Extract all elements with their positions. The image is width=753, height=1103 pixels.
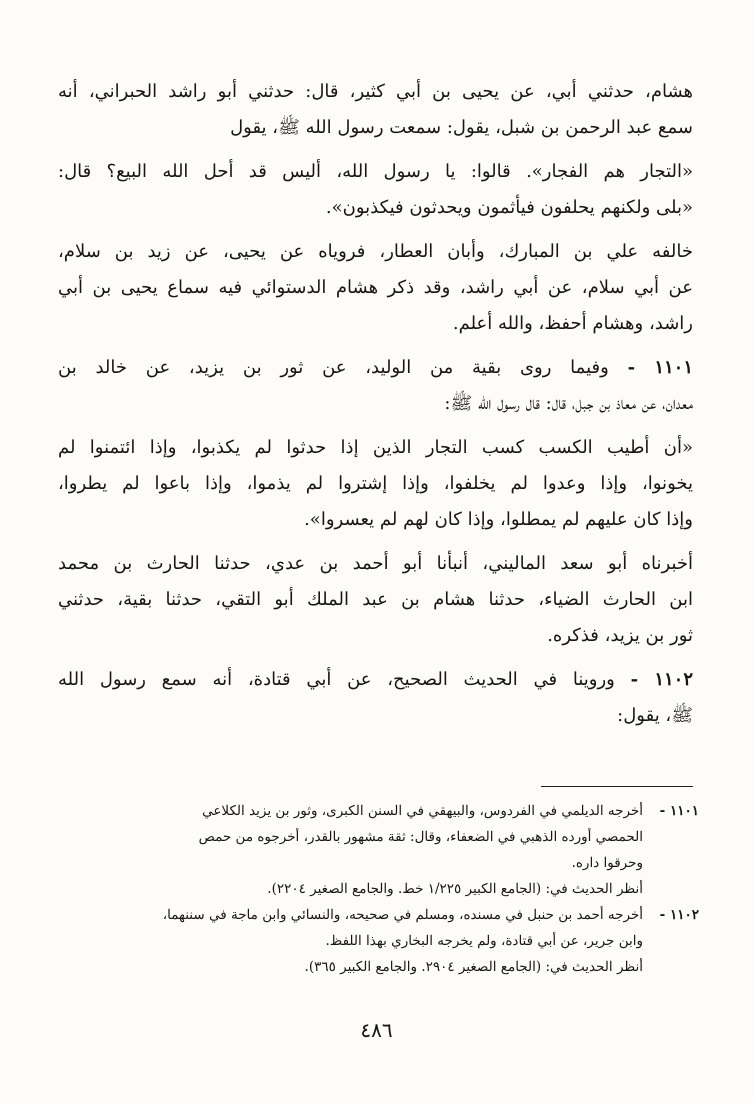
- footnotes: [58, 798, 699, 980]
- text-segment: وفيما روى بقية من الوليد، عن ثور بن يزيد، عن خالد بن: [58, 357, 609, 378]
- footnote-separator: [541, 786, 693, 787]
- text-line: معدان، عن معاذ بن جبل، قال: قال رسول الله ﷺ:: [444, 393, 693, 414]
- text-line: يخونوا، وإذا وعدوا لم يخلفوا، وإذا إشتروا لم يذموا، وإذا باعوا لم يطروا،: [58, 473, 693, 494]
- text-line: ابن الحارث الضياء، حدثنا هشام بن عبد الملك أبو التقي، حدثنا بقية، حدثني: [58, 589, 693, 610]
- text-line: ﷺ، يقول:: [617, 705, 693, 726]
- text-line: «أن أطيب الكسب كسب التجار الذين إذا حدثوا لم يكذبوا، وإذا ائتمنوا لم: [58, 437, 693, 458]
- page-number: ٤٨٦: [360, 1018, 393, 1042]
- footnote-1102: [58, 902, 699, 980]
- footnote-1101: [58, 798, 699, 902]
- text-line: «بلى ولكنهم يحلفون فيأثمون ويحدثون فيكذبون».: [325, 197, 693, 218]
- text-line: خالفه علي بن المبارك، وأبان العطار، فروياه عن يحيى، عن زيد بن سلام،: [58, 241, 693, 262]
- hadith-number: ١١٠١ -: [627, 357, 693, 378]
- text-line: [58, 662, 693, 698]
- hadith-number: ١١٠٢ -: [630, 669, 693, 690]
- footnote-line: أنظر الحديث في: (الجامع الكبير ١/٢٢٥ خط. والجامع الصغير ٢٢٠٤).: [267, 881, 643, 897]
- footnote-line: [58, 798, 699, 824]
- text-line: عن أبي سلام، عن أبي راشد، وقد ذكر هشام الدستوائي فيه سماع يحيى بن أبي: [58, 277, 693, 298]
- footnote-number: ١١٠١ -: [659, 803, 699, 819]
- footnote-line: وحرقوا داره.: [571, 855, 643, 871]
- text-segment: أخرجه أحمد بن حنبل في مسنده، ومسلم في صحيحه، والنسائي وابن ماجة في سننهما،: [162, 907, 643, 923]
- footnote-line: الحمصي أورده الذهبي في الضعفاء، وقال: ثقة مشهور بالقدر، أخرجوه من حمص: [198, 829, 643, 845]
- paragraph-3: [58, 234, 693, 342]
- footnote-number: ١١٠٢ -: [659, 907, 699, 923]
- text-line: [58, 350, 693, 386]
- text-segment: أخرجه الديلمي في الفردوس، والبيهقي في السنن الكبرى، وثور بن يزيد الكلاعي: [202, 803, 643, 819]
- text-line: راشد، وهشام أحفظ، والله أعلم.: [452, 313, 693, 334]
- text-line: أخبرناه أبو سعد الماليني، أنبأنا أبو أحمد بن عدي، حدثنا الحارث بن محمد: [58, 553, 693, 574]
- paragraph-1102: [58, 662, 693, 734]
- main-text: [58, 74, 693, 734]
- paragraph-1101: [58, 350, 693, 422]
- paragraph-1: [58, 74, 693, 146]
- footnote-line: أنظر الحديث في: (الجامع الصغير ٢٩٠٤. والجامع الكبير ٣٦٥).: [304, 959, 643, 975]
- text-line: وإذا كان عليهم لم يمطلوا، وإذا كان لهم لم يعسروا».: [304, 509, 693, 530]
- paragraph-2: [58, 154, 693, 226]
- paragraph-5: [58, 430, 693, 538]
- text-line: هشام، حدثني أبي، عن يحيى بن أبي كثير، قال: حدثني أبو راشد الحبراني، أنه: [58, 81, 693, 102]
- text-line: ثور بن يزيد، فذكره.: [547, 625, 693, 646]
- footnote-line: وابن جرير، عن أبي قتادة، ولم يخرجه البخاري بهذا اللفظ.: [325, 933, 643, 949]
- footnote-line: [58, 902, 699, 928]
- paragraph-6: [58, 546, 693, 654]
- text-segment: وروينا في الحديث الصحيح، عن أبي قتادة، أنه سمع رسول الله: [58, 669, 615, 690]
- text-line: «التجار هم الفجار». قالوا: يا رسول الله، أليس قد أحل الله البيع؟ قال:: [58, 161, 693, 182]
- text-line: سمع عبد الرحمن بن شبل، يقول: سمعت رسول الله ﷺ، يقول: [230, 117, 693, 138]
